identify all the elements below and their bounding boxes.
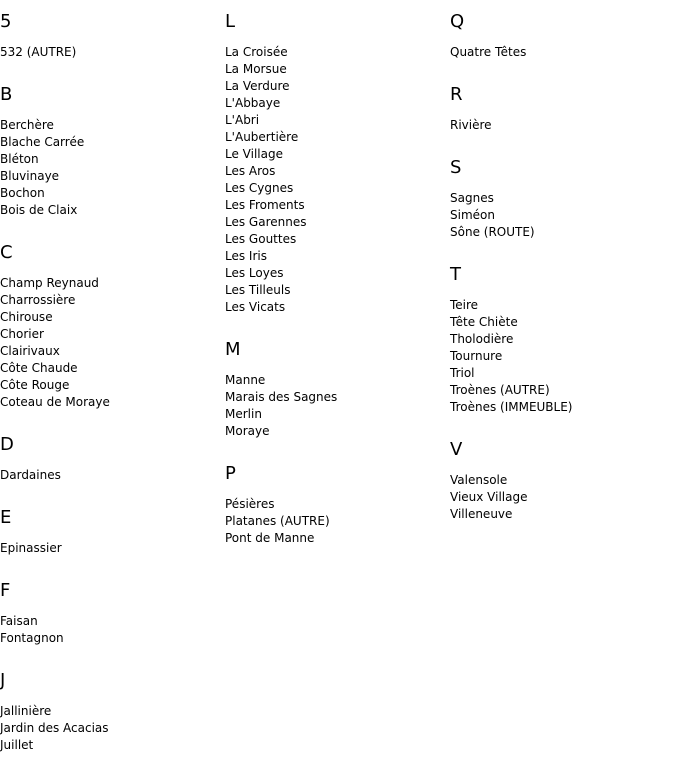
street-name: Les Aros (225, 164, 276, 178)
street-name: Fontagnon (0, 631, 64, 645)
letter-heading: E (0, 507, 12, 528)
street-name: Siméon (450, 208, 495, 222)
letter-group (450, 10, 670, 61)
street-name: Les Loyes (225, 266, 284, 280)
letter-heading: S (450, 157, 462, 178)
street-name: Epinassier (0, 541, 62, 555)
street-name: Les Tilleuls (225, 283, 291, 297)
street-list (450, 472, 670, 523)
street-name: 532 (AUTRE) (0, 45, 77, 59)
street-name: Triol (450, 366, 475, 380)
street-name: Manne (225, 373, 266, 387)
letter-heading: D (0, 434, 14, 455)
street-name: Blache Carrée (0, 135, 85, 149)
street-name: Teire (450, 298, 479, 312)
street-name: Jardin des Acacias (0, 721, 109, 735)
letter-heading: M (225, 339, 241, 360)
letter-heading: 5 (0, 11, 12, 32)
street-list (0, 275, 220, 411)
street-name: Troènes (IMMEUBLE) (450, 400, 573, 414)
street-list (0, 467, 220, 484)
street-name: Coteau de Moraye (0, 395, 110, 409)
street-list (225, 44, 445, 316)
street-name: Bléton (0, 152, 39, 166)
street-name: Marais des Sagnes (225, 390, 338, 404)
letter-heading: L (225, 11, 236, 32)
letter-group (225, 338, 445, 440)
street-list (450, 117, 670, 134)
street-name: Berchère (0, 118, 54, 132)
street-list (225, 496, 445, 547)
index-column-2 (225, 10, 445, 569)
street-name: Faisan (0, 614, 38, 628)
street-name: Tête Chiète (450, 315, 518, 329)
letter-group (225, 10, 445, 316)
street-name: Sagnes (450, 191, 494, 205)
street-name: La Verdure (225, 79, 290, 93)
letter-group (225, 462, 445, 547)
street-name: L'Aubertière (225, 130, 299, 144)
letter-heading: F (0, 580, 11, 601)
street-list (450, 190, 670, 241)
letter-heading: J (0, 670, 6, 691)
street-name: Les Cygnes (225, 181, 294, 195)
letter-group (450, 438, 670, 523)
street-name: Pont de Manne (225, 531, 315, 545)
street-list (0, 613, 220, 647)
street-name: Chorier (0, 327, 44, 341)
street-name: Villeneuve (450, 507, 513, 521)
street-list (225, 372, 445, 440)
letter-heading: C (0, 242, 13, 263)
letter-group (0, 83, 220, 219)
street-list (0, 703, 220, 754)
street-name: Tholodière (450, 332, 514, 346)
street-name: Valensole (450, 473, 508, 487)
letter-group (0, 579, 220, 647)
letter-group (0, 241, 220, 411)
street-name: Les Garennes (225, 215, 307, 229)
street-name: L'Abbaye (225, 96, 281, 110)
street-name: Tournure (450, 349, 503, 363)
letter-heading: Q (450, 11, 465, 32)
street-name: Rivière (450, 118, 492, 132)
street-name: Vieux Village (450, 490, 528, 504)
letter-heading: R (450, 84, 463, 105)
street-name: Les Vicats (225, 300, 286, 314)
street-list (450, 44, 670, 61)
street-name: Charrossière (0, 293, 76, 307)
street-name: Côte Rouge (0, 378, 70, 392)
street-name: Les Gouttes (225, 232, 297, 246)
street-name: Jallinière (0, 704, 52, 718)
letter-group (450, 263, 670, 416)
letter-group (0, 10, 220, 61)
index-column-3 (450, 10, 670, 545)
street-name: Bochon (0, 186, 45, 200)
street-name: Quatre Têtes (450, 45, 527, 59)
street-name: Dardaines (0, 468, 61, 482)
street-list (450, 297, 670, 416)
street-name: La Morsue (225, 62, 287, 76)
letter-group (0, 506, 220, 557)
street-name: Sône (ROUTE) (450, 225, 535, 239)
street-name: Pésières (225, 497, 275, 511)
street-name: Clairivaux (0, 344, 60, 358)
letter-group (0, 433, 220, 484)
street-list (0, 117, 220, 219)
street-name: Bluvinaye (0, 169, 60, 183)
letter-heading: P (225, 463, 236, 484)
street-list (0, 540, 220, 557)
street-name: Merlin (225, 407, 262, 421)
street-name: Moraye (225, 424, 270, 438)
street-list (0, 44, 220, 61)
street-name: Bois de Claix (0, 203, 78, 217)
street-name: Chirouse (0, 310, 53, 324)
street-name: Les Froments (225, 198, 305, 212)
street-name: Troènes (AUTRE) (450, 383, 550, 397)
letter-heading: B (0, 84, 13, 105)
letter-heading: V (450, 439, 463, 460)
street-name: Platanes (AUTRE) (225, 514, 330, 528)
street-name: Juillet (0, 738, 34, 752)
street-name: L'Abri (225, 113, 260, 127)
letter-heading: T (450, 264, 461, 285)
street-name: Le Village (225, 147, 283, 161)
letter-group (450, 156, 670, 241)
index-column-1 (0, 10, 220, 754)
street-name: Côte Chaude (0, 361, 78, 375)
letter-group (0, 669, 220, 754)
letter-group (450, 83, 670, 134)
street-name: Champ Reynaud (0, 276, 99, 290)
street-name: Les Iris (225, 249, 267, 263)
street-name: La Croisée (225, 45, 288, 59)
